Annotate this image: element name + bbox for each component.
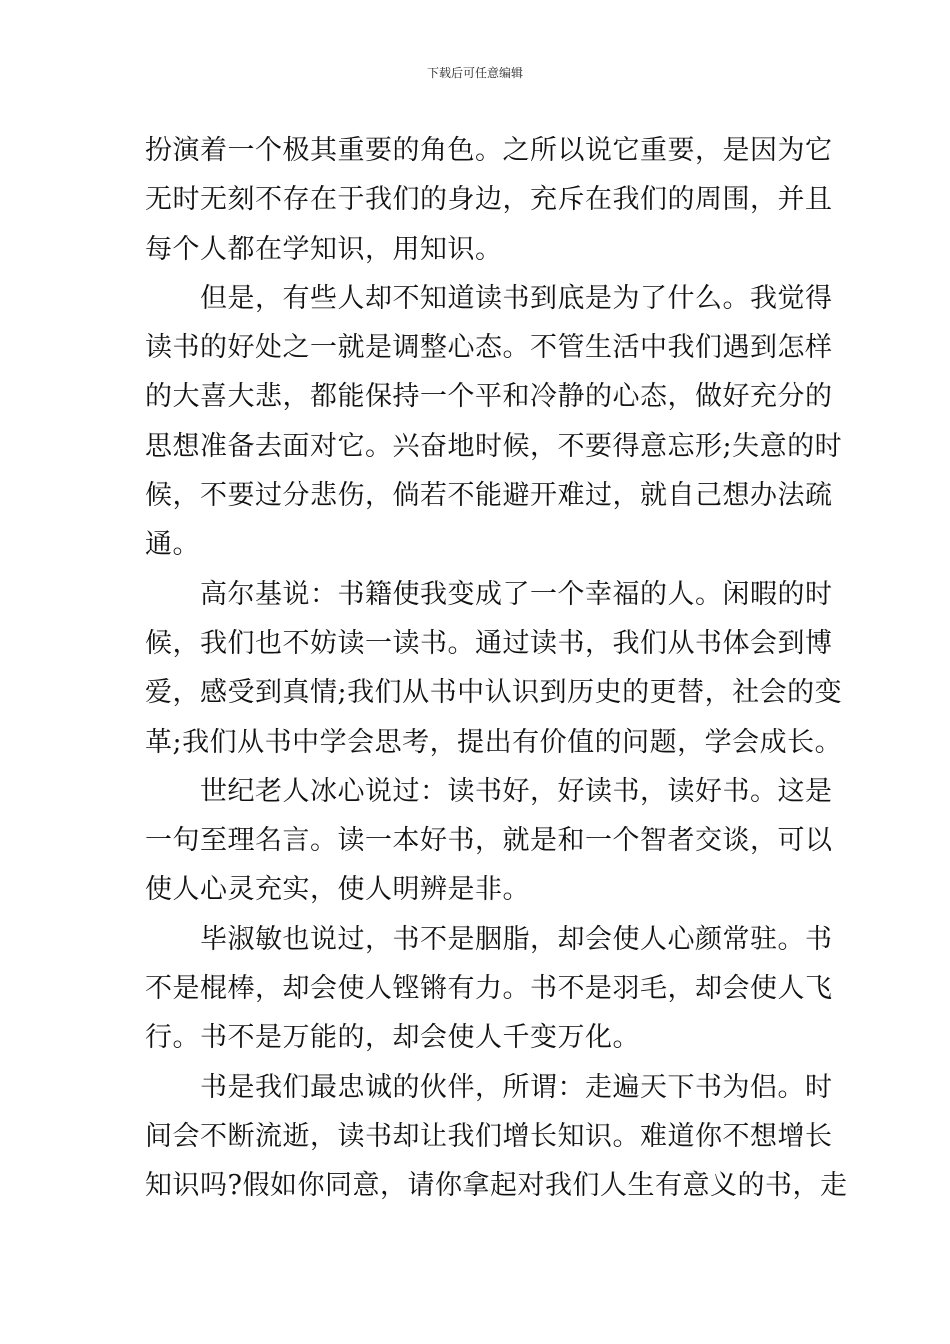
text-line: 毕淑敏也说过，书不是胭脂，却会使人心颜常驻。书 <box>145 923 833 955</box>
text-line: 行。书不是万能的，却会使人千变万化。 <box>145 1022 640 1054</box>
text-line: 知识吗?假如你同意，请你拿起对我们人生有意义的书，走 <box>145 1170 848 1202</box>
text-line: 扮演着一个极其重要的角色。之所以说它重要，是因为它 <box>145 135 833 166</box>
text-line: 世纪老人冰心说过：读书好，好读书，读好书。这是 <box>145 775 833 807</box>
text-line: 候，我们也不妨读一读书。通过读书，我们从书体会到博 <box>145 627 833 659</box>
document-body <box>145 126 848 1211</box>
text-line: 革;我们从书中学会思考，提出有价值的问题，学会成长。 <box>145 726 843 758</box>
text-line: 的大喜大悲，都能保持一个平和冷静的心态，做好充分的 <box>145 381 833 413</box>
text-line: 书是我们最忠诚的伙伴，所谓：走遍天下书为侣。时 <box>145 1071 833 1103</box>
text-line: 间会不断流逝，读书却让我们增长知识。难道你不想增长 <box>145 1120 833 1152</box>
text-line: 无时无刻不存在于我们的身边，充斥在我们的周围，并且 <box>145 184 833 216</box>
text-line: 候，不要过分悲伤，倘若不能避开难过，就自己想办法疏 <box>145 480 833 512</box>
text-line: 使人心灵充实，使人明辨是非。 <box>145 874 530 906</box>
text-line: 不是棍棒，却会使人铿锵有力。书不是羽毛，却会使人飞 <box>145 973 833 1005</box>
text-line: 每个人都在学知识，用知识。 <box>145 233 503 265</box>
text-line: 思想准备去面对它。兴奋地时候，不要得意忘形;失意的时 <box>145 430 843 462</box>
text-line: 高尔基说：书籍使我变成了一个幸福的人。闲暇的时 <box>145 578 833 610</box>
text-line: 但是，有些人却不知道读书到底是为了什么。我觉得 <box>145 282 833 314</box>
text-line: 爱，感受到真情;我们从书中认识到历史的更替，社会的变 <box>145 677 843 709</box>
text-line: 通。 <box>145 529 200 561</box>
page-header: 下载后可任意编辑 <box>426 66 523 80</box>
text-line: 读书的好处之一就是调整心态。不管生活中我们遇到怎样 <box>145 332 833 364</box>
text-line: 一句至理名言。读一本好书，就是和一个智者交谈，可以 <box>145 825 833 857</box>
